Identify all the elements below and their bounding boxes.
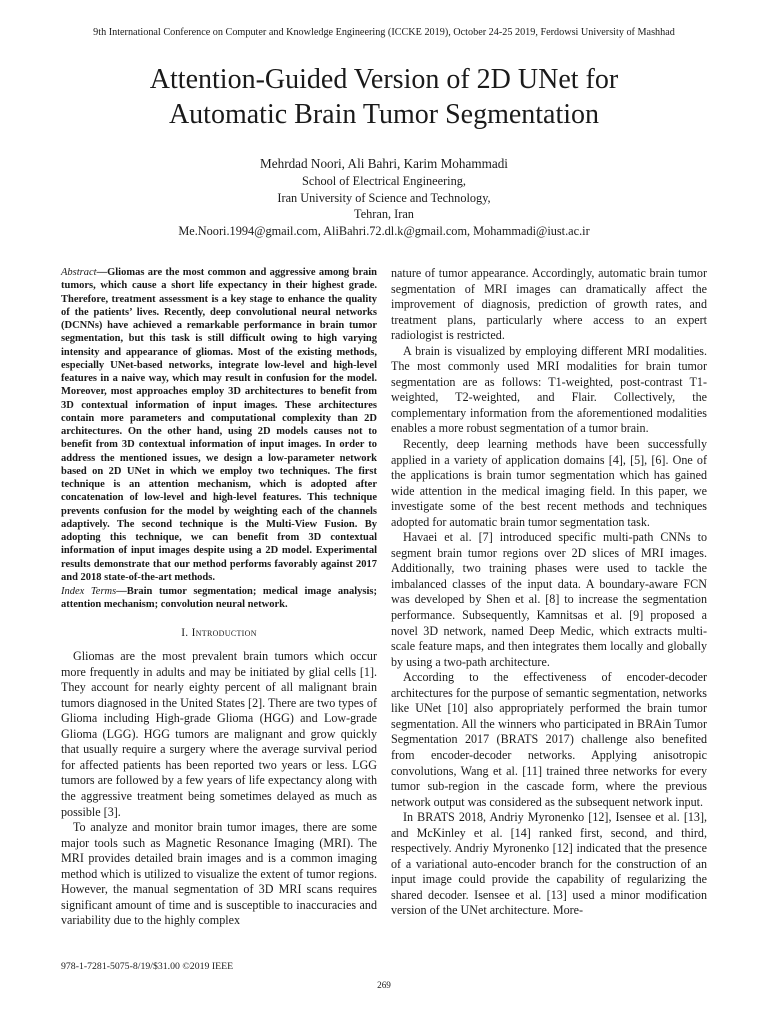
right-column: [391, 266, 707, 919]
title-line-1: Attention-Guided Version of 2D UNet for: [149, 64, 619, 95]
left-column: [61, 266, 377, 929]
section-heading: [61, 626, 377, 642]
index-terms-text: —Brain tumor segmentation; medical image analysis; attention mechanism; convolution neural network.: [61, 586, 378, 611]
body-paragraph: In BRATS 2018, Andriy Myronenko [12], Isensee et al. [13], and McKinley et al. [14] ranked first, second, and third, respectively. Andriy Myronenko [12] indicated that the presence of a variational auto-encoder branch for the construction of an input image could provide the capability of regularizing the shared decoder. Isensee et al. [13] used a minor modification version of the UNet architecture. More-: [391, 810, 707, 918]
affiliation-line: Tehran, Iran: [354, 207, 414, 222]
body-paragraph: According to the effectiveness of encoder-decoder architectures for the purpose of semantic segmentation, networks like UNet [10] also appropriately performed the brain tumor segmentation. All the winners who participated in BRAin Tumor Segmentation 2017 (BRATS 2017) challenge also benefited from encoder-decoder networks. Applying anisotropic convolutions, Wang et al. [11] trained three networks for every tumor sub-region in the cascade form, where the previous network output was considered as the subsequent network input.: [391, 670, 707, 809]
conference-header: 9th International Conference on Computer and Knowledge Engineering (ICCKE 2019), October 24-25 2019, Ferdowsi University of Mashhad: [93, 27, 675, 38]
abstract: [61, 266, 377, 584]
author-names: Mehrdad Noori, Ali Bahri, Karim Mohammadi: [260, 156, 508, 171]
abstract-text: —Gliomas are the most common and aggressive among brain tumors, which cause a short life expectancy in their highest grade. Therefore, treatment assessment is a key stage to enhance the quality of the patients’ lives. Recently, deep convolutional neural networks (DCNNs) have achieved a remarkable performance in brain tumor segmentation, but this task is still difficult owing to high varying intensity and appearance of gliomas. Most of the existing methods, especially UNet-based networks, integrate low-level and high-level features in a naive way, which may result in confusion for the model. Moreover, most approaches employ 3D architectures to benefit from 3D contextual information of input images. These architectures contain more parameters and computational complexity than 2D architectures. On the other hand, using 2D models causes not to benefit from 3D contextual information of input images. In order to address the mentioned issues, we design a low-parameter network based on 2D UNet in which we employ two techniques. The first technique is an attention mechanism, which is adopted after concatenation of low-level and high-level features. This technique prevents confusion for the model by weighting each of the channels adaptively. The second technique is the Multi-View Fusion. By adopting this technique, we can benefit from 3D contextual information of input images despite using a 2D model. Experimental results demonstrate that our method performs favorably against 2017 and 2018 state-of-the-art methods.: [61, 267, 377, 583]
affiliation-line: Iran University of Science and Technology,: [277, 190, 491, 205]
section-number: I.: [181, 626, 189, 639]
page-number: 269: [377, 980, 391, 990]
index-terms: [61, 585, 377, 612]
paper-title: [60, 62, 708, 132]
copyright-footer: 978-1-7281-5075-8/19/$31.00 ©2019 IEEE: [61, 961, 234, 972]
body-paragraph: To analyze and monitor brain tumor images, there are some major tools such as Magnetic Resonance Imaging (MRI). The MRI provides detailed brain images and is a common imaging method which is utilized to visualize the extent of tumor regions. However, the manual segmentation of 3D MRI scans requires significant amount of time and is susceptible to inaccuracies and variability due to the highly complex: [61, 820, 377, 928]
title-line-2: Automatic Brain Tumor Segmentation: [168, 99, 600, 130]
body-paragraph: Gliomas are the most prevalent brain tumors which occur more frequently in adults and may be initiated by glial cells [1]. They account for nearly eighty percent of all malignant brain tumors diagnosed in the United States [2]. There are two types of Glioma including High-grade Glioma (HGG) and Low-grade Glioma (LGG). HGG tumors are malignant and grow quickly that usually require a surgery where the average survival period for affected patients has been reported two years or less. LGG tumors are followed by a few years of life expectancy along with the aggressive treatment being sometimes delayed as much as possible [3].: [61, 649, 377, 819]
body-paragraph: nature of tumor appearance. Accordingly, automatic brain tumor segmentation of MRI images can dramatically affect the improvement of diagnosis, prediction of growth rates, and treatment plans, particularly where access to an expert radiologist is restricted.: [391, 266, 707, 343]
body-paragraph: Havaei et al. [7] introduced specific multi-path CNNs to segment brain tumor regions over 2D slices of MRI images. Additionally, two training phases were used to tackle the imbalanced classes of the input data. A boundary-aware FCN was developed by Shen et al. [8] to increase the segmentation performance. Subsequently, Kamnitsas et al. [9] proposed a novel 3D network, named Deep Medic, which extracts multi-scale feature maps, and then integrates them locally and globally by using a two-path architecture.: [391, 530, 707, 669]
abstract-label: Abstract: [61, 267, 97, 278]
author-block: [100, 156, 668, 239]
index-terms-label: Index Terms: [61, 586, 117, 597]
body-paragraph: Recently, deep learning methods have been successfully applied in a variety of application domains [4], [5], [6]. One of the applications is brain tumor segmentation which has gained wide attention in the medical imaging field. In this paper, we investigate some of the best recent methods and techniques adopted for automatic brain tumor segmentation task.: [391, 437, 707, 529]
body-paragraph: A brain is visualized by employing different MRI modalities. The most commonly used MRI modalities for brain tumor segmentation are as follows: T1-weighted, post-contrast T1-weighted, T2-weighted, and Flair. Collectively, the complementary information from the aforementioned modalities enables a more robust segmentation of a tumor brain.: [391, 343, 707, 436]
section-title: Introduction: [191, 626, 257, 639]
author-emails: Me.Noori.1994@gmail.com, AliBahri.72.dl.k@gmail.com, Mohammadi@iust.ac.ir: [178, 223, 590, 238]
affiliation-line: School of Electrical Engineering,: [302, 174, 466, 189]
